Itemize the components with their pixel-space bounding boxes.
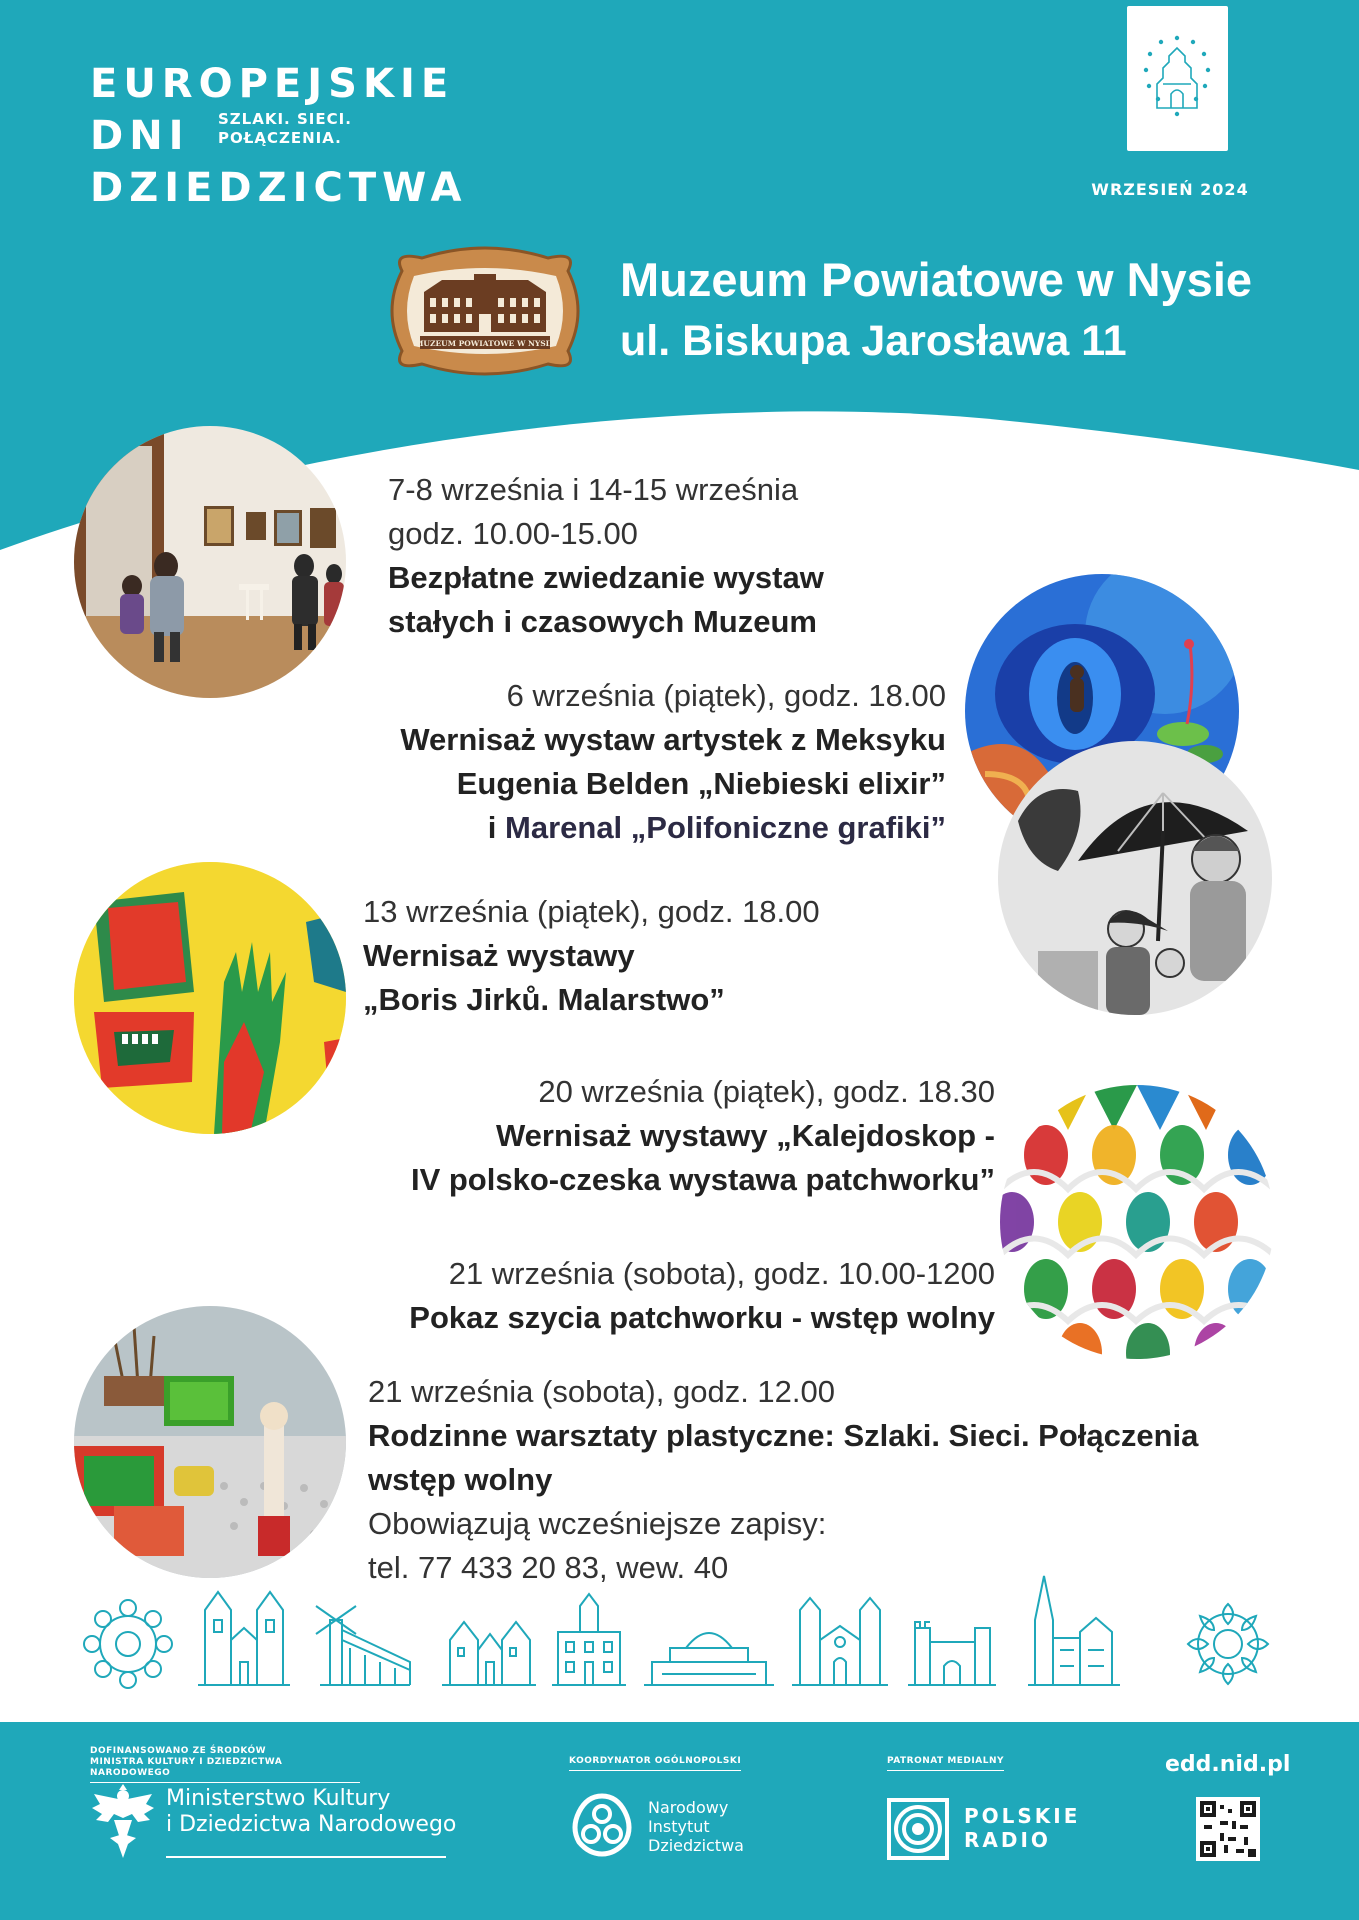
edd-brand-logo (90, 58, 467, 214)
landmark-icons-row (80, 1570, 1280, 1690)
qr-code-icon (1196, 1797, 1260, 1861)
polskie-radio-line-2: RADIO (964, 1828, 1051, 1852)
ministry-eagle-icon (90, 1784, 156, 1858)
event-2-title-line-2: Eugenia Belden „Niebieski elixir” (456, 766, 946, 801)
event-3-title-line-2: „Boris Jirků. Malarstwo” (363, 982, 725, 1017)
event-3-title-line-1: Wernisaż wystawy (363, 938, 635, 973)
ministry-name-line-1: Ministerstwo Kultury (166, 1786, 391, 1811)
event-5 (409, 1252, 995, 1340)
event-6-title-line-1: Rodzinne warsztaty plastyczne: Szlaki. Sieci. Połączenia (368, 1418, 1199, 1453)
event-4-date: 20 września (piątek), godz. 18.30 (538, 1074, 995, 1109)
brand-tagline (218, 110, 352, 148)
nid-name-line-2: Instytut (648, 1817, 710, 1836)
event-1-title-line-1: Bezpłatne zwiedzanie wystaw (388, 560, 824, 595)
museum-logo (382, 246, 588, 376)
polskie-radio-name (964, 1804, 1080, 1852)
ministry-underline (166, 1856, 446, 1858)
event-5-date: 21 września (sobota), godz. 10.00-1200 (448, 1256, 995, 1291)
rosette-icon (1188, 1604, 1268, 1684)
funding-label (90, 1746, 360, 1783)
website-link[interactable]: edd.nid.pl (1165, 1752, 1291, 1777)
event-1-time: godz. 10.00-15.00 (388, 516, 638, 551)
event-2-title-line-3b: Marenal „Polifoniczne grafiki” (505, 810, 946, 845)
brand-line-2: DNI (90, 113, 190, 159)
photo-craft-workshop (74, 1306, 346, 1578)
funding-label-line-2: MINISTRA KULTURY I DZIEDZICTWA NARODOWEGO (90, 1757, 283, 1778)
brand-line-3: DZIEDZICTWA (90, 165, 468, 211)
event-6-note-line-1: Obowiązują wcześniejsze zapisy: (368, 1506, 827, 1541)
event-1-date: 7-8 września i 14-15 września (388, 472, 799, 507)
patron-label: PATRONAT MEDIALNY (887, 1756, 1004, 1771)
coordinator-label: KOORDYNATOR OGÓLNOPOLSKI (569, 1756, 741, 1771)
event-6-note-line-2: tel. 77 433 20 83, wew. 40 (368, 1550, 729, 1585)
museum-logo-text: MUZEUM POWIATOWE W NYSIE (415, 339, 555, 348)
event-1 (388, 468, 824, 644)
photo-museum-interior (74, 426, 346, 698)
nid-name-line-3: Dziedzictwa (648, 1836, 744, 1855)
event-6-date: 21 września (sobota), godz. 12.00 (368, 1374, 835, 1409)
event-2-title-line-3a: i (487, 810, 506, 845)
town-hall-icon (552, 1594, 626, 1685)
event-2-title-line-1: Wernisaż wystaw artystek z Meksyku (400, 722, 946, 757)
brand-tagline-1: SZLAKI. SIECI. (218, 110, 352, 128)
event-2 (400, 674, 946, 850)
brand-tagline-2: POŁĄCZENIA. (218, 129, 342, 147)
polskie-radio-line-1: POLSKIE (964, 1804, 1081, 1828)
nid-name-line-1: Narodowy (648, 1798, 729, 1817)
month-label: WRZESIEŃ 2024 (1091, 180, 1249, 199)
photo-patchwork (1000, 1085, 1274, 1359)
event-5-title-line-1: Pokaz szycia patchworku - wstęp wolny (409, 1300, 995, 1335)
edd-emblem-icon (1127, 6, 1228, 151)
centennial-hall-icon (644, 1633, 774, 1685)
event-1-title-line-2: stałych i czasowych Muzeum (388, 604, 817, 639)
funding-label-line-1: DOFINANSOWANO ZE ŚRODKÓW (90, 1746, 267, 1756)
event-6 (368, 1370, 1198, 1590)
photo-umbrella-graphic (998, 741, 1272, 1015)
photo-jirku-painting (74, 862, 346, 1134)
ministry-name (166, 1786, 456, 1838)
museum-name: Muzeum Powiatowe w Nysie (620, 253, 1253, 306)
church-icon (792, 1598, 888, 1685)
brand-line-1: EUROPEJSKIE (90, 61, 455, 107)
event-2-title-line-3 (400, 806, 946, 850)
castle-icon (198, 1592, 290, 1685)
event-3 (363, 890, 820, 1022)
footer (0, 1722, 1359, 1920)
windmill-bridge-icon (316, 1606, 410, 1685)
polskie-radio-logo-icon (887, 1798, 949, 1860)
event-4 (411, 1070, 995, 1202)
event-6-title-line-2: wstęp wolny (368, 1462, 553, 1497)
event-2-date: 6 września (piątek), godz. 18.00 (506, 678, 946, 713)
ministry-name-line-2: i Dziedzictwa Narodowego (166, 1812, 457, 1837)
townhouse-icon (442, 1622, 536, 1685)
museum-address: ul. Biskupa Jarosława 11 (620, 317, 1127, 365)
event-4-title-line-2: IV polsko-czeska wystawa patchworku” (410, 1162, 995, 1197)
nid-name (648, 1798, 744, 1855)
rosette-icon (84, 1600, 172, 1688)
gothic-church-icon (1028, 1576, 1120, 1685)
event-3-date: 13 września (piątek), godz. 18.00 (363, 894, 820, 929)
nid-logo-icon (569, 1792, 635, 1858)
event-4-title-line-1: Wernisaż wystawy „Kalejdoskop - (495, 1118, 995, 1153)
city-gate-icon (908, 1622, 996, 1685)
